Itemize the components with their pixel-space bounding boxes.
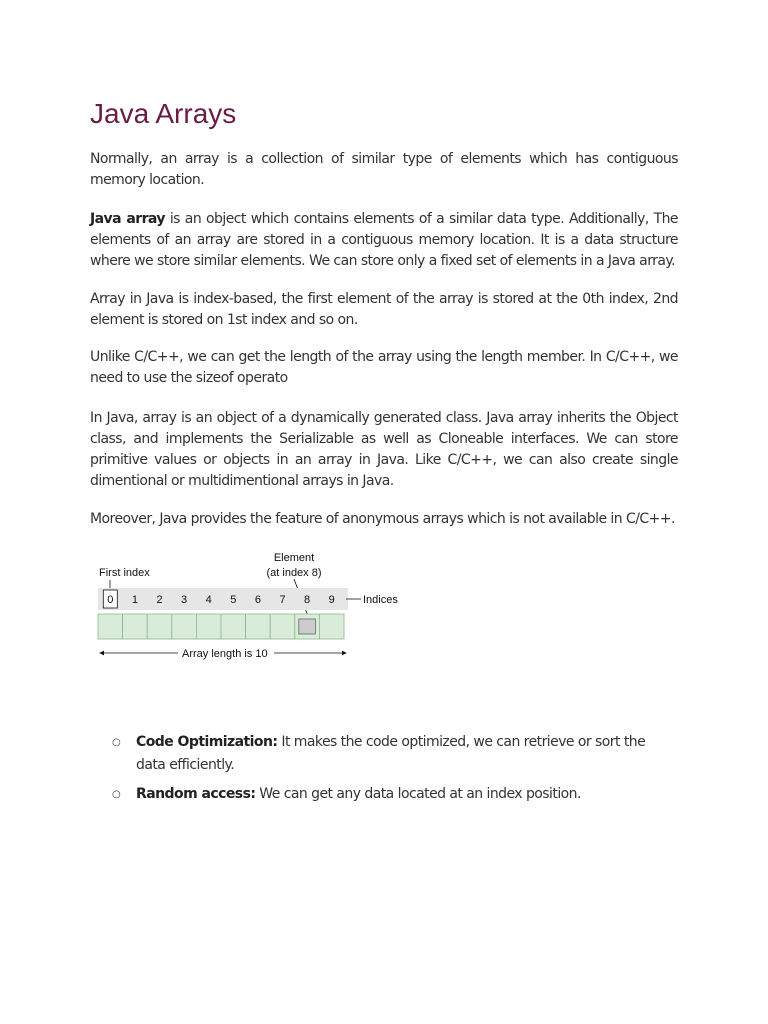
array-cells xyxy=(98,614,344,639)
array-cell-0 xyxy=(98,614,123,639)
paragraph-java-array xyxy=(90,209,678,272)
array-cell-7 xyxy=(270,614,295,639)
index-label-9: 9 xyxy=(328,594,335,606)
page-title: Java Arrays xyxy=(90,98,237,129)
java-array-description: is an object which contains elements of a similar data type. Additionally, The elements of an array are stored in a contiguous memory location. It is a data structure where we store similar elements. We can store only a fixed set of elements in a Java array. xyxy=(90,211,678,269)
hollow-circle-bullet-icon: ○ xyxy=(112,737,121,748)
feature-list xyxy=(112,731,678,812)
index-label-6: 6 xyxy=(254,594,261,606)
array-cell-3 xyxy=(172,614,197,639)
array-diagram xyxy=(90,546,420,666)
hollow-circle-bullet-icon: ○ xyxy=(112,789,121,800)
indices-label: Indices xyxy=(363,594,398,606)
java-array-term: Java array xyxy=(90,211,165,227)
length-label: Array length is 10 xyxy=(182,648,268,660)
index-label-7: 7 xyxy=(279,594,286,606)
paragraph-anonymous-arrays: Moreover, Java provides the feature of anonymous arrays which is not available in C/C++. xyxy=(90,511,675,527)
feature-description: It makes the code optimized, we can retrieve or sort the data efficiently. xyxy=(136,734,646,773)
array-cell-2 xyxy=(147,614,172,639)
array-cell-6 xyxy=(246,614,271,639)
index-label-5: 5 xyxy=(230,594,237,606)
list-item xyxy=(112,783,678,806)
array-cell-4 xyxy=(196,614,221,639)
paragraph-intro: Normally, an array is a collection of similar type of elements which has contiguous memory location. xyxy=(90,151,678,188)
element-label-line1: Element xyxy=(273,552,315,564)
element-label-line2: (at index 8) xyxy=(266,567,322,579)
paragraph-length-member: Unlike C/C++, we can get the length of the array using the length member. In C/C++, we need to use the sizeof operato xyxy=(90,349,678,386)
feature-description: We can get any data located at an index position. xyxy=(255,786,581,802)
feature-term: Code Optimization: xyxy=(136,734,278,750)
highlighted-element xyxy=(299,619,316,634)
index-label-4: 4 xyxy=(205,594,212,606)
index-label-2: 2 xyxy=(156,594,163,606)
first-index-label: First index xyxy=(99,567,150,579)
paragraph-dynamic-class: In Java, array is an object of a dynamically generated class. Java array inherits the Object class, and implements the Serializable as well as Cloneable interfaces. We can store primitive values or objects in an array in Java. Like C/C++, we can also create single dimentional or multidimentional arrays in Java. xyxy=(90,410,678,489)
index-label-0: 0 xyxy=(107,594,114,606)
array-cell-1 xyxy=(123,614,148,639)
index-label-1: 1 xyxy=(131,594,138,606)
feature-term: Random access: xyxy=(136,786,256,802)
list-item xyxy=(112,731,678,777)
array-cell-9 xyxy=(319,614,344,639)
index-label-3: 3 xyxy=(181,594,188,606)
paragraph-index-based: Array in Java is index-based, the first element of the array is stored at the 0th index, 2nd element is stored on 1st index and so on. xyxy=(90,291,678,328)
index-label-8: 8 xyxy=(304,594,311,606)
array-cell-5 xyxy=(221,614,246,639)
